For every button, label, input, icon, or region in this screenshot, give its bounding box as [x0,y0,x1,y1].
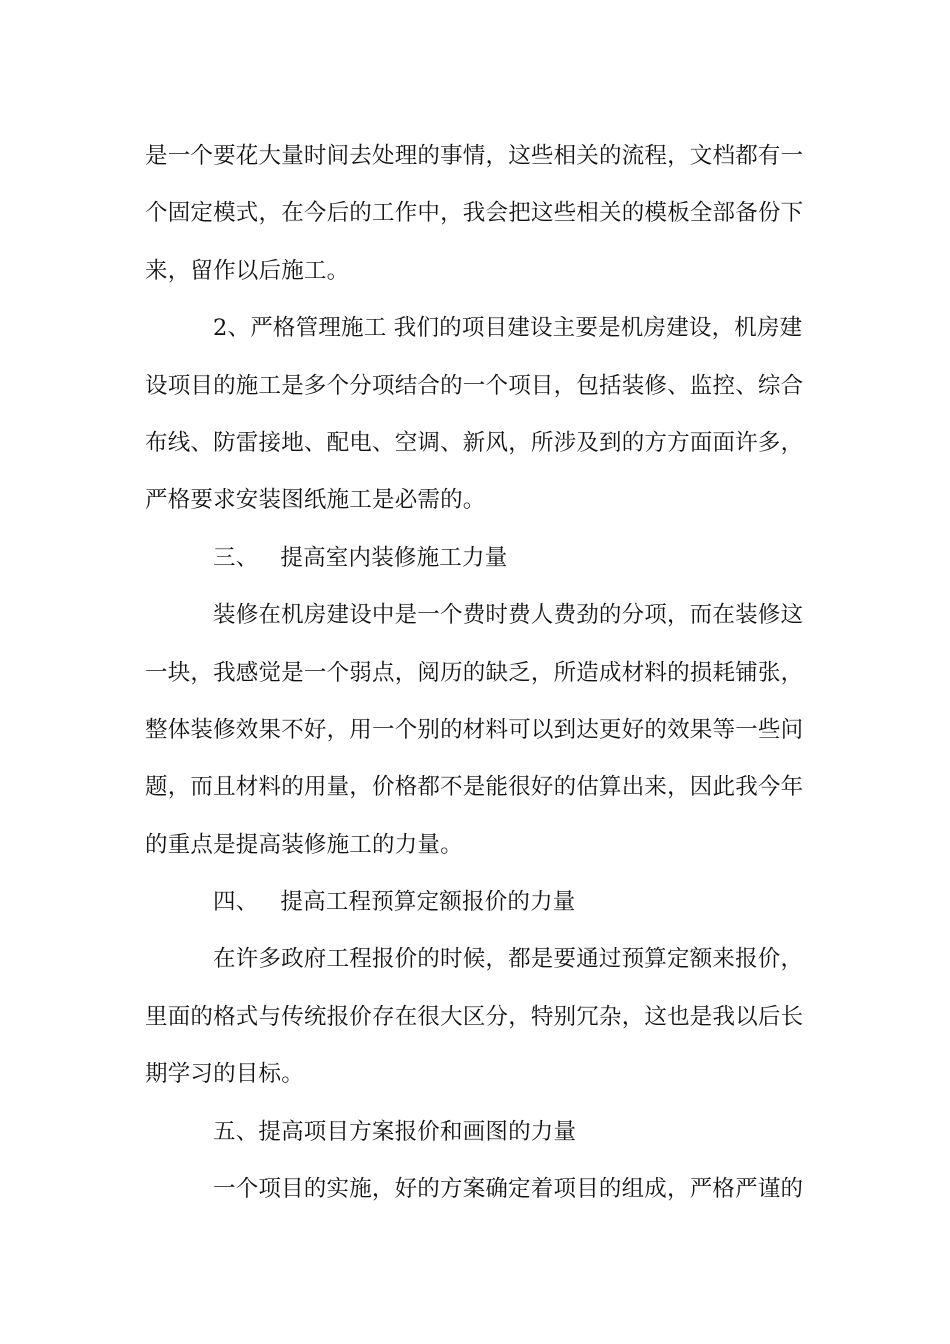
section-number: 四、 [213,889,259,916]
paragraph-start-line: 2、严格管理施工 我们的项目建设主要是机房建设，机房建 [213,315,803,342]
section-heading [145,530,810,587]
text-line: 个固定模式，在今后的工作中，我会把这些相关的模板全部备份下 [145,200,804,227]
paragraph-start-line: 装修在机房建设中是一个费时费人费劲的分项，而在装修这 [213,602,804,629]
text-line: 整体装修效果不好，用一个别的材料可以到达更好的效果等一些问 [145,716,804,743]
paragraph-start-line: 一个项目的实施，好的方案确定着项目的组成，严格严谨的 [213,1176,804,1203]
section-title: 提高室内装修施工力量 [280,544,508,571]
section-heading [145,874,810,931]
section-title: 提高工程预算定额报价的力量 [280,889,576,916]
text-line: 设项目的施工是多个分项结合的一个项目，包括装修、监控、综合 [145,372,804,399]
text-line: 题，而且材料的用量，价格都不是能很好的估算出来，因此我今年 [145,774,804,801]
section-heading: 五、提高项目方案报价和画图的力量 [213,1118,577,1145]
text-line: 严格要求安装图纸施工是必需的。 [145,487,486,514]
text-line: 的重点是提高装修施工的力量。 [145,831,463,858]
text-line: 布线、防雷接地、配电、空调、新风，所涉及到的方方面面许多， [145,429,804,456]
document-page [145,128,810,1218]
text-line: 来，留作以后施工。 [145,257,350,284]
text-line: 一块，我感觉是一个弱点，阅历的缺乏，所造成材料的损耗铺张， [145,659,804,686]
section-number: 三、 [213,544,259,571]
paragraph-start-line: 在许多政府工程报价的时候，都是要通过预算定额来报价， [213,946,804,973]
text-line: 里面的格式与传统报价存在很大区分，特别冗杂，这也是我以后长 [145,1003,804,1030]
text-line: 期学习的目标。 [145,1061,304,1088]
text-line: 是一个要花大量时间去处理的事情，这些相关的流程，文档都有一 [145,143,804,169]
